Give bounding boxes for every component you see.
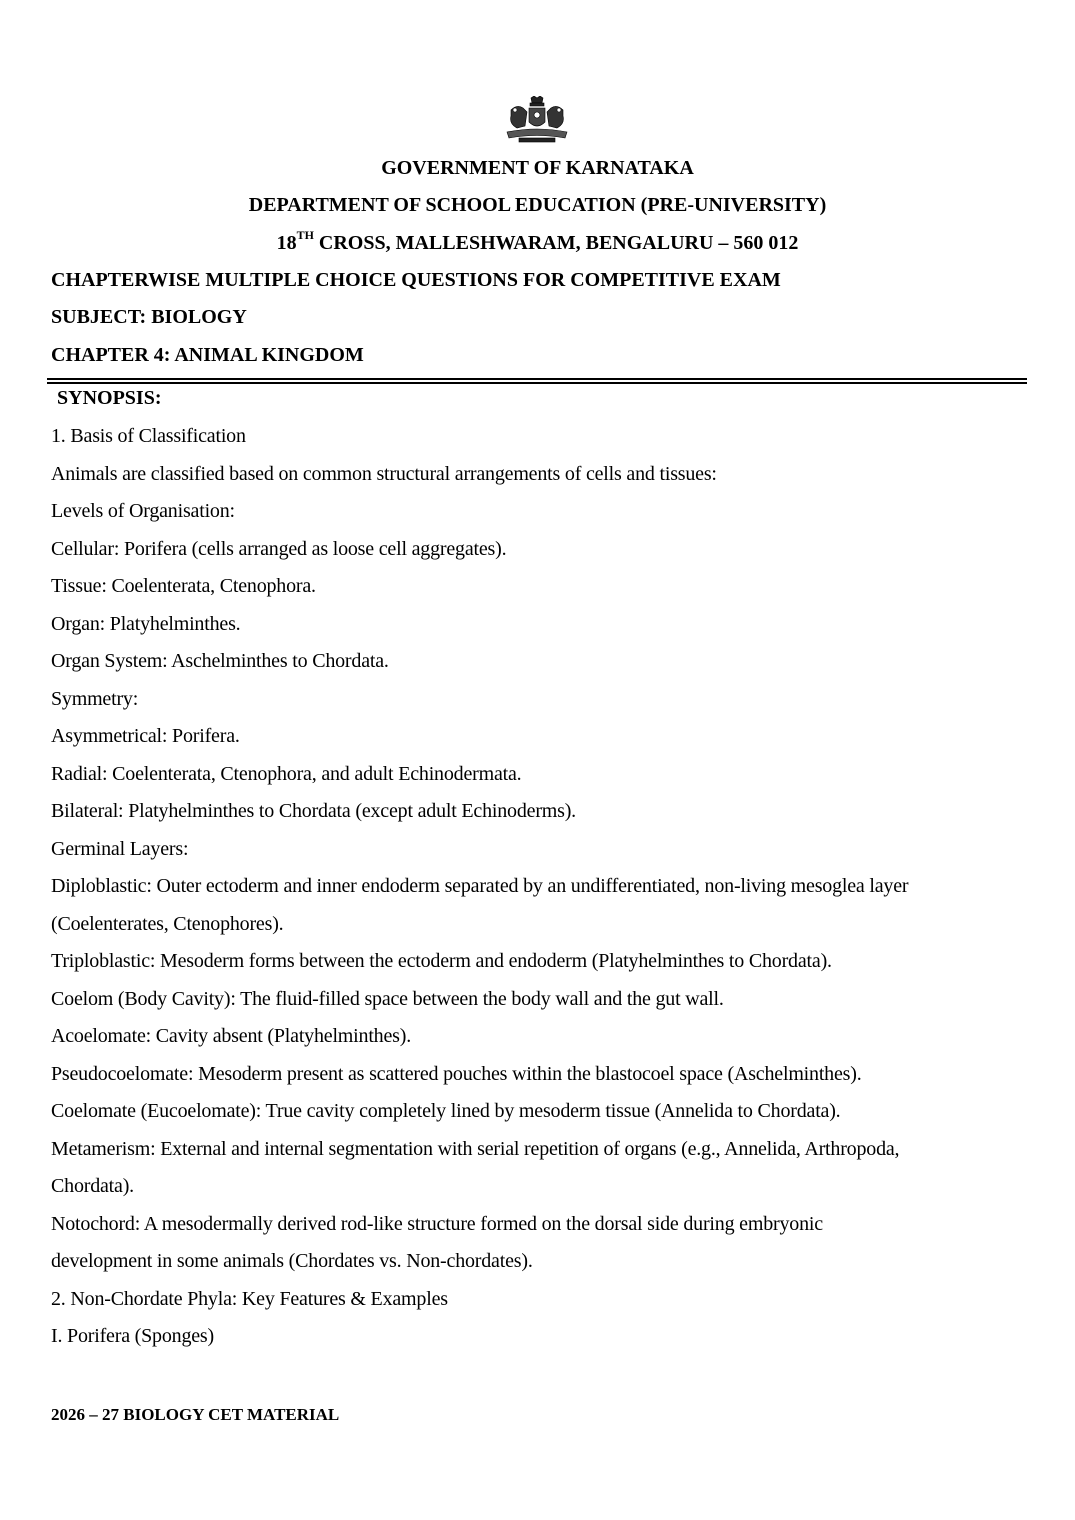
page-footer: 2026 – 27 BIOLOGY CET MATERIAL — [51, 1405, 340, 1424]
address-heading — [0, 228, 1075, 255]
synopsis-line: Germinal Layers: — [51, 837, 189, 860]
synopsis-line: Chordata). — [51, 1175, 134, 1197]
synopsis-line: Metamerism: External and internal segmentation with serial repetition of organs (e.g., Annelida, Arthropoda, — [51, 1137, 900, 1160]
address-ordinal-suffix: TH — [296, 228, 314, 243]
synopsis-line: Bilateral: Platyhelminthes to Chordata (except adult Echinoderms). — [51, 800, 576, 822]
synopsis-line: (Coelenterates, Ctenophores). — [51, 912, 284, 935]
address-number: 18 — [276, 232, 297, 254]
synopsis-line: Coelomate (Eucoelomate): True cavity completely lined by mesoderm tissue (Annelida to Chordata). — [51, 1100, 841, 1122]
synopsis-line: Animals are classified based on common structural arrangements of cells and tissues: — [51, 462, 717, 485]
synopsis-line: Symmetry: — [51, 687, 139, 710]
synopsis-line: Tissue: Coelenterata, Ctenophora. — [51, 575, 316, 597]
synopsis-line: Acoelomate: Cavity absent (Platyhelminthes). — [51, 1025, 411, 1047]
synopsis-line: Organ System: Aschelminthes to Chordata. — [51, 650, 389, 672]
subject-heading: SUBJECT: BIOLOGY — [51, 306, 247, 328]
exam-title: CHAPTERWISE MULTIPLE CHOICE QUESTIONS FOR COMPETITIVE EXAM — [51, 269, 781, 291]
chapter-heading: CHAPTER 4: ANIMAL KINGDOM — [51, 344, 364, 366]
synopsis-line: Radial: Coelenterata, Ctenophora, and adult Echinodermata. — [51, 762, 522, 785]
synopsis-line: Levels of Organisation: — [51, 500, 235, 522]
synopsis-line: Pseudocoelomate: Mesoderm present as scattered pouches within the blastocoel space (Aschelminthes). — [51, 1062, 862, 1085]
government-heading: GOVERNMENT OF KARNATAKA — [381, 157, 694, 179]
synopsis-line: Notochord: A mesodermally derived rod-like structure formed on the dorsal side during embryonic — [51, 1212, 823, 1235]
synopsis-line: Coelom (Body Cavity): The fluid-filled space between the body wall and the gut wall. — [51, 987, 724, 1010]
header-divider-top — [47, 378, 1027, 380]
state-emblem-icon — [503, 96, 571, 144]
address-rest: CROSS, MALLESHWARAM, BENGALURU – 560 012 — [313, 232, 799, 254]
synopsis-content — [51, 422, 1031, 1360]
synopsis-line: Cellular: Porifera (cells arranged as loose cell aggregates). — [51, 537, 507, 560]
header-divider-bottom — [47, 382, 1027, 384]
synopsis-line: development in some animals (Chordates vs. Non-chordates). — [51, 1250, 533, 1272]
synopsis-line: Triploblastic: Mesoderm forms between the ectoderm and endoderm (Platyhelminthes to Chordata). — [51, 950, 832, 972]
synopsis-line: I. Porifera (Sponges) — [51, 1325, 214, 1347]
synopsis-line: Organ: Platyhelminthes. — [51, 612, 241, 635]
department-heading: DEPARTMENT OF SCHOOL EDUCATION (PRE-UNIVERSITY) — [248, 194, 827, 216]
synopsis-line: Asymmetrical: Porifera. — [51, 725, 240, 747]
synopsis-title: SYNOPSIS: — [57, 387, 162, 409]
synopsis-line: 2. Non-Chordate Phyla: Key Features & Examples — [51, 1287, 448, 1310]
synopsis-line: Diploblastic: Outer ectoderm and inner endoderm separated by an undifferentiated, non-living mesoglea layer — [51, 875, 909, 897]
synopsis-line: 1. Basis of Classification — [51, 425, 246, 447]
